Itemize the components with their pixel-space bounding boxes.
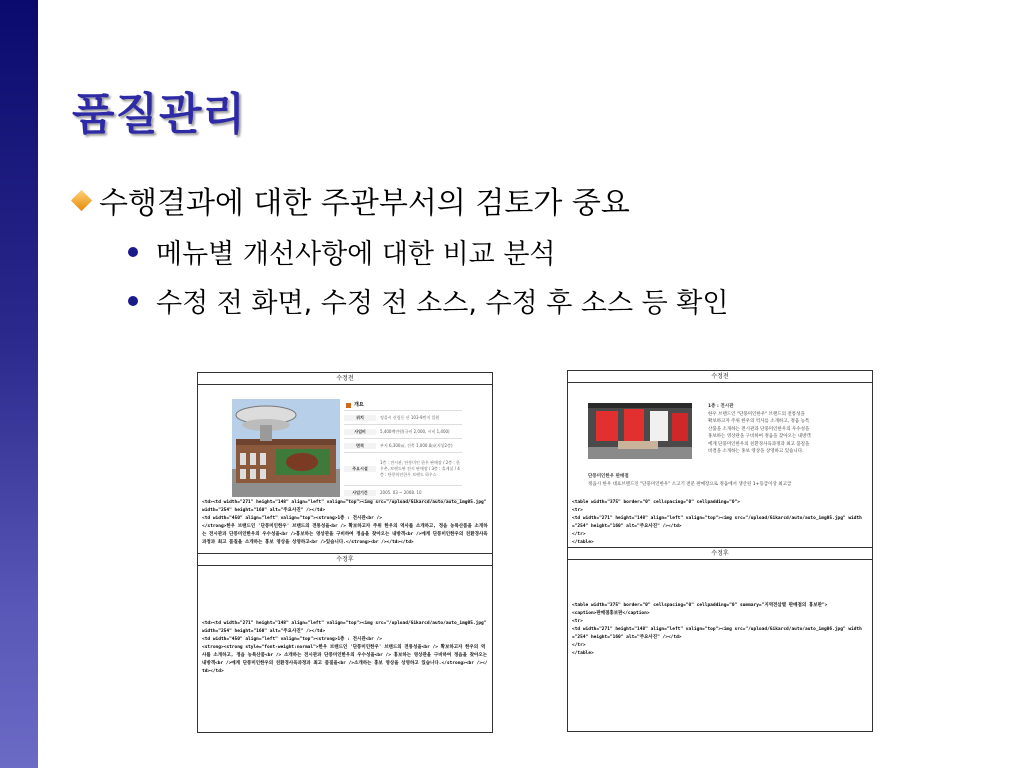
slide-title: 품질관리 xyxy=(72,89,247,140)
building-photo xyxy=(232,399,340,497)
main-bullet-text: 수행결과에 대한 주관부서의 검토가 중요 xyxy=(99,186,630,221)
dot-bullet-icon xyxy=(128,247,138,257)
info-row: 주요시설 1층 : 전시관, 단풍미인 한우 판매장 / 2층 : 한우촌, 브랜드판 전시 판매장 / 3층 : 휴게실 / 4층 : 단풍미인한우 브랜드 하우스 xyxy=(344,452,462,485)
diamond-bullet-icon xyxy=(71,189,92,210)
sub-bullet-1 xyxy=(128,232,555,271)
info-row: 사업기간 2005. 03 ~ 2008. 10 xyxy=(344,485,462,500)
before-header: 수정전 xyxy=(568,371,872,383)
info-row: 사업비 5,400백만원(국비 2,000, 시비 1,400) xyxy=(344,424,462,438)
before-source-code: <table width="375" border="0" cellspacing="0" cellpadding="0"> <tr> <td width="271" height="148" align="left" valign="top"><img src="/upload/Gikarcd/auto/auto_img05.jpg" width="254" height="160" alt="주요사진" /></td> </tr> </table> xyxy=(572,500,862,545)
after-section xyxy=(198,566,492,732)
sub-bullet-2 xyxy=(128,281,728,320)
dot-bullet-icon xyxy=(128,296,138,306)
after-source-code: <table width="375" border="0" cellspacing="0" cellpadding="0" summary="지역전삼별 판매점의 홍보판"> <caption>판매점홍보판</caption> <tr> <td width="271" height="148" align="left" valign="top"><img src="/upload/Gikarcd/auto/auto_img06.jpg" width="254" height="160" alt="주요사진" /></td> </tr> </table> xyxy=(572,603,862,656)
after-header: 수정후 xyxy=(198,554,492,566)
after-header: 수정후 xyxy=(568,548,872,560)
shop-caption: 단풍미인한우 판매점 정읍시 한우 대표브랜드인 "단풍미인한우" 소고기 전문 판매장으로 정읍에서 생산된 1+등급이상 최고급 xyxy=(588,474,792,487)
before-section xyxy=(198,385,492,553)
exhibition-description: 1층 : 전시관 한우 브랜드인 "단풍미인한우" 브랜드의 전통성을 확보하고자 주위 한우의 역사를 소개하고, 정읍 농특 산품을 소개하는 전시관과 단풍미인한우의 우수성을 홍보하는 영상관을 구비하여 정읍을 찾아오는 내방객 에게 단풍미인한우의 친환경사육과정과 최고 품질을 비결을 소개하는 홍보 영상을 상영하고 있습니다. xyxy=(708,404,811,454)
before-source-code: <td><td width="271" height="148" align="left" valign="top"><img src="/upload/Gikarcd/auto/auto_img05.jpg" width="254" height="160" alt="주요사진" /></td> <td width="450" align="left" valign="top"><strong>1층 : 전시관<br /> </strong>한우 브랜드인 '단풍미인한우' 브랜드의 전통성을<br /> 확보하고자 주위 한우의 역사를 소개하고, 정읍 농특산품을 소개하는 전시관과 단풍미인한우의 우수성을<br />홍보하는 영상관을 구비하여 정읍을 찾아오는 내방객<br />에게 단풍미인한우의 친환경사육과정과 최고 품질을 소개하는 홍보 영상을 상영하고<br />있습니다.</strong><br /></td></td> xyxy=(202,500,488,545)
after-source-code: <td><td width="271" height="148" align="left" valign="top"><img src="/upload/Gikarcd/auto/auto_img05.jpg" width="254" height="160" alt="주요사진" /></td> <td width="450" align="left" valign="top"><strong>1층 : 전시관<br /> <strong><strong style="font-weight:normal">한우 브랜드인 '단풍미인한우' 브랜드의 전통성을<br /> 확보하고자 한우의 역사를 소개하고, 정읍 농특산품<br /> 소개하는 전시관과 단풍미인한우의 우수성을<br /> 홍보하는 영상관을 구비하여 정읍을 찾아오는 내방객<br />에게 단풍미인한우의 친환경사육과정과 최고 품질을<br />소개하는 홍보 영상을 상영하고 있습니다.</strong><br /></td></td> xyxy=(202,621,488,674)
slide-side-bar xyxy=(0,0,38,768)
after-section xyxy=(568,560,872,730)
overview-title: 개요 xyxy=(344,401,462,410)
before-header: 수정전 xyxy=(198,373,492,385)
overview-table xyxy=(344,401,462,497)
right-comparison-document xyxy=(567,370,873,732)
info-row: 면적 부지 6,300㎡, 건축 1,000.0㎡(지상2층) xyxy=(344,438,462,452)
before-section xyxy=(568,383,872,547)
sub-bullet-text: 수정 전 화면, 수정 전 소스, 수정 후 소스 등 확인 xyxy=(156,288,729,319)
sub-bullet-text: 메뉴별 개선사항에 대한 비교 분석 xyxy=(156,239,556,270)
info-row: 위치 정읍시 산림동 산 103-9번지 일원 xyxy=(344,410,462,424)
shop-interior-photo xyxy=(588,403,692,459)
main-bullet xyxy=(74,178,630,222)
left-comparison-document xyxy=(197,372,493,733)
